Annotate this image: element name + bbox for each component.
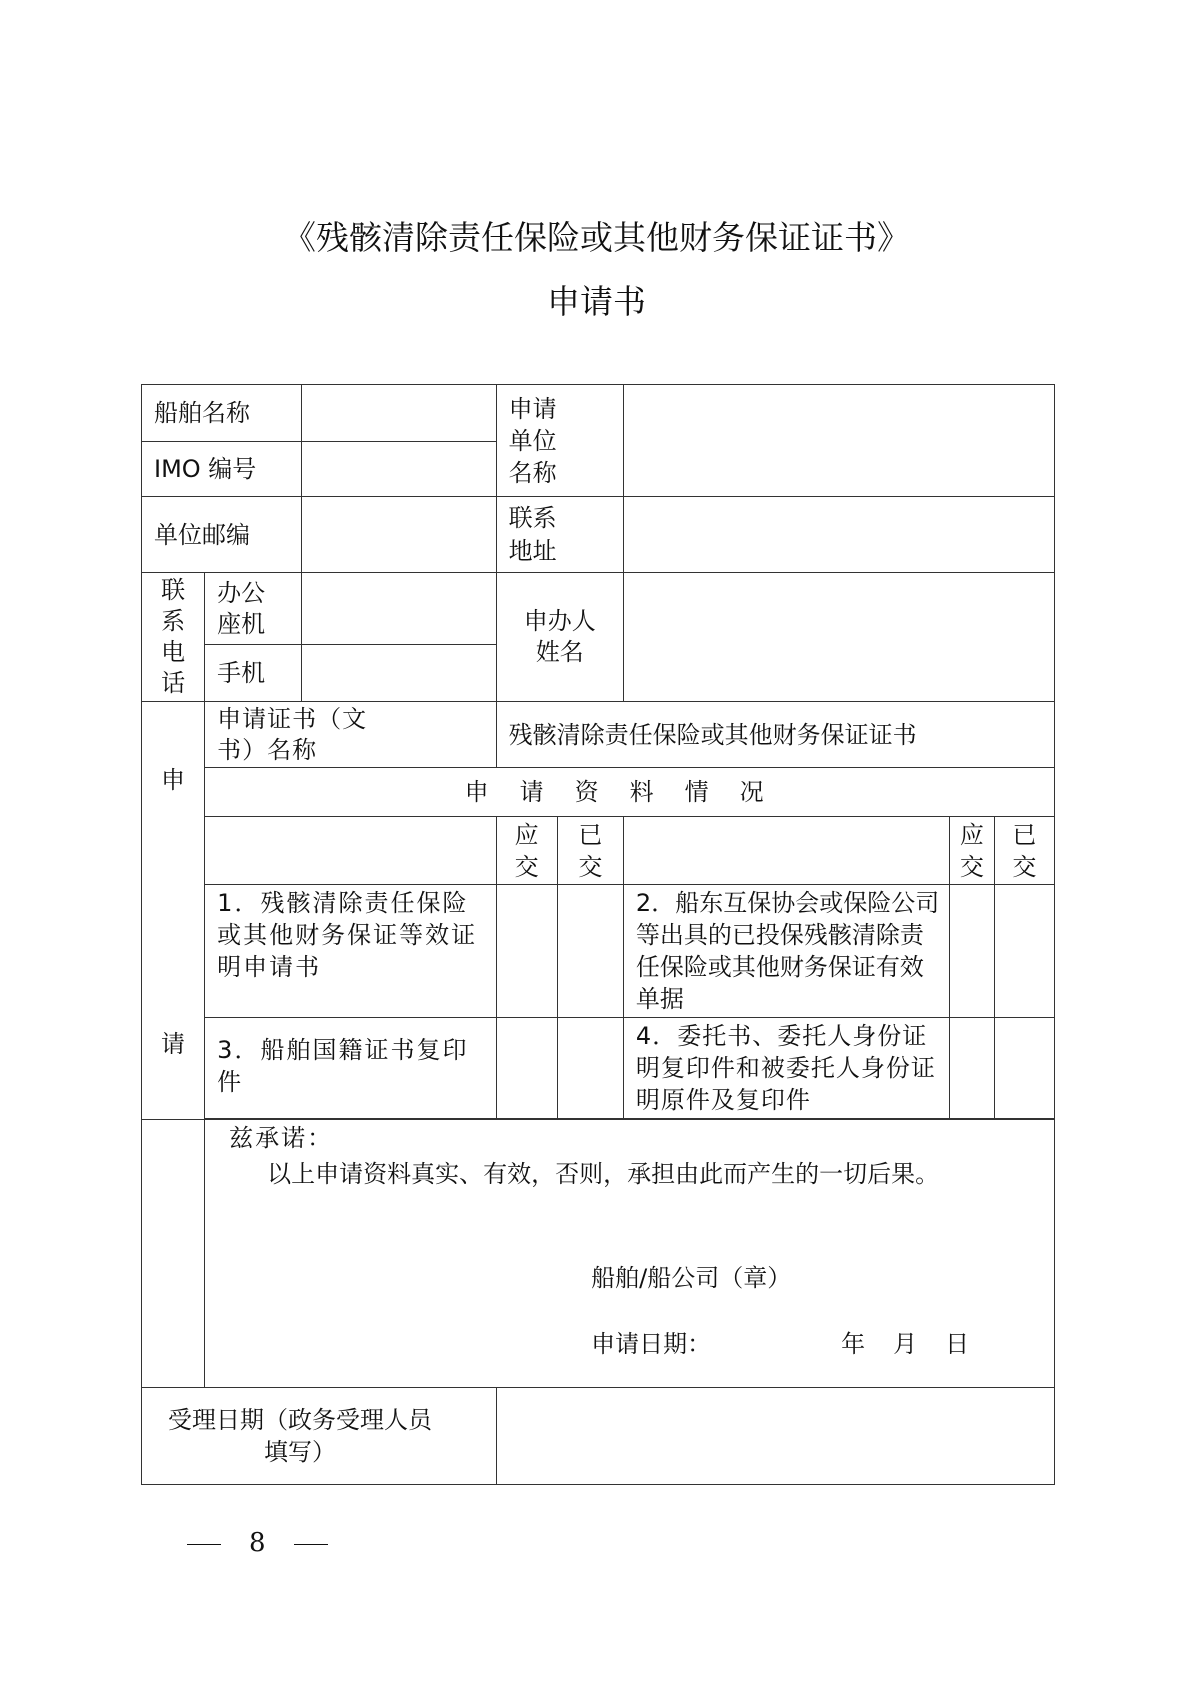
page-footer [187, 1528, 328, 1558]
material-1-should-box[interactable] [496, 885, 557, 1018]
postal-code-label: 单位邮编 [142, 497, 302, 573]
materials-header: 申请资料情况 [205, 768, 1055, 817]
office-phone-text: 办公座机 [217, 578, 266, 638]
applicant-unit-text: 申请单位名称 [508, 394, 557, 487]
should-submit-header-right [949, 817, 994, 885]
material-2-submitted-box[interactable] [994, 885, 1054, 1018]
phone-text: 联系电话 [161, 576, 186, 697]
date-day: 日 [945, 1330, 970, 1358]
footer-dash-right [294, 1544, 328, 1545]
footer-dash-left [187, 1544, 221, 1545]
imo-label: IMO 编号 [142, 442, 302, 497]
declaration-section [205, 1120, 1055, 1388]
materials-col-left-blank [205, 817, 496, 885]
declaration-side-blank [142, 1120, 205, 1388]
application-form [141, 384, 1055, 1485]
acceptance-date-text: 受理日期（政务受理人员填写） [168, 1406, 432, 1466]
office-phone-label [205, 573, 302, 645]
acceptance-date-label [142, 1388, 497, 1485]
imo-field[interactable] [301, 442, 496, 497]
material-1-submitted-box[interactable] [557, 885, 623, 1018]
applicant-unit-field[interactable] [623, 385, 1054, 497]
materials-col-right-blank [623, 817, 949, 885]
mobile-label: 手机 [205, 645, 302, 702]
address-label [496, 497, 623, 573]
date-month: 月 [893, 1330, 918, 1358]
certificate-name-label [205, 702, 496, 768]
handler-name-text: 申办人姓名 [523, 607, 596, 666]
page-number: 8 [249, 1528, 266, 1558]
material-item-3: 3．船舶国籍证书复印件 [205, 1018, 496, 1119]
material-3-submitted-box[interactable] [557, 1018, 623, 1119]
applicant-unit-label [496, 385, 623, 497]
office-phone-field[interactable] [301, 573, 496, 645]
material-2-should-box[interactable] [949, 885, 994, 1018]
submitted-text-right: 已交 [1012, 820, 1037, 881]
certificate-name-value: 残骸清除责任保险或其他财务保证证书 [496, 702, 1054, 768]
date-year: 年 [841, 1330, 866, 1358]
submitted-header-right [994, 817, 1054, 885]
submitted-header-left [557, 817, 623, 885]
submitted-text-left: 已交 [578, 820, 603, 881]
material-3-should-box[interactable] [496, 1018, 557, 1119]
application-side-top: 申 [161, 766, 185, 794]
address-field[interactable] [623, 497, 1054, 573]
material-4-submitted-box[interactable] [994, 1018, 1054, 1119]
certificate-name-text: 申请证书（文书）名称 [217, 704, 368, 764]
declaration-heading: 兹承诺： [229, 1124, 334, 1152]
address-text: 联系地址 [508, 503, 557, 565]
should-submit-text-right: 应交 [959, 820, 984, 881]
material-item-1: 1．残骸清除责任保险或其他财务保证等效证明申请书 [205, 885, 496, 1018]
handler-name-field[interactable] [623, 573, 1054, 702]
date-label: 申请日期： [591, 1330, 712, 1358]
application-side-bottom: 请 [161, 1030, 185, 1058]
phone-label [142, 573, 205, 702]
material-4-should-box[interactable] [949, 1018, 994, 1119]
material-item-2: 2．船东互保协会或保险公司等出具的已投保残骸清除责任保险或其他财务保证有效单据 [623, 885, 949, 1018]
mobile-field[interactable] [301, 645, 496, 702]
postal-code-field[interactable] [301, 497, 496, 573]
should-submit-header-left [496, 817, 557, 885]
handler-name-label [496, 573, 623, 702]
application-side-label [142, 702, 205, 1120]
declaration-seal: 船舶/船公司（章） [591, 1264, 792, 1292]
declaration-date [591, 1328, 969, 1360]
acceptance-date-field[interactable] [496, 1388, 1054, 1485]
should-submit-text-left: 应交 [514, 820, 539, 881]
declaration-body: 以上申请资料真实、有效，否则，承担由此而产生的一切后果。 [267, 1160, 940, 1188]
material-item-4: 4．委托书、委托人身份证明复印件和被委托人身份证明原件及复印件 [623, 1018, 949, 1119]
document-subtitle: 申请书 [547, 282, 646, 321]
ship-name-label: 船舶名称 [142, 385, 302, 442]
ship-name-field[interactable] [301, 385, 496, 442]
document-title: 《残骸清除责任保险或其他财务保证证书》 [283, 218, 910, 257]
